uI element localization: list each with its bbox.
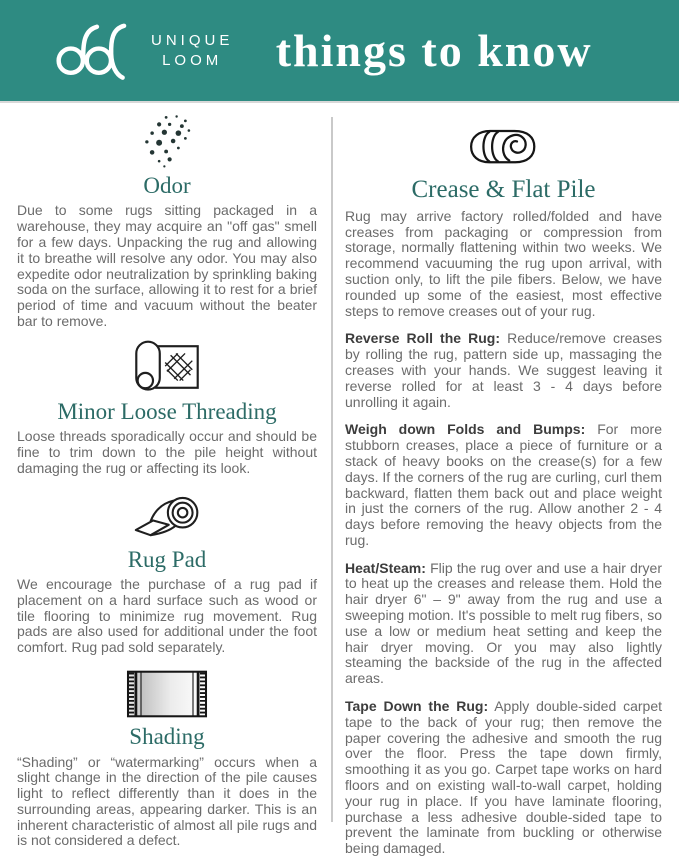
brand bbox=[52, 20, 233, 82]
rug-pad-heading: Rug Pad bbox=[127, 546, 207, 572]
section-minor-loose-threading bbox=[17, 339, 317, 477]
creased-roll-icon bbox=[464, 125, 544, 170]
tip-heat-steam-label: Heat/Steam: bbox=[345, 559, 426, 576]
crease-intro-text: Rug may arrive factory rolled/folded and have creases from packaging or compression from storage, normally flattening within two weeks. We recommend vacuuming the rug upon arrival, with suction only, to lift the pile fibers. Below, we have rounded up some of the easiest, most effective steps to remove creases out of your rug. bbox=[345, 207, 662, 319]
content bbox=[0, 103, 679, 857]
tip-tape-down-label: Tape Down the Rug: bbox=[345, 698, 489, 715]
left-column bbox=[17, 103, 317, 849]
threading-heading: Minor Loose Threading bbox=[57, 398, 277, 424]
threading-body-text: Loose threads sporadically occur and should be fine to trim down to the pile height without damaging the rug or affecting its look. bbox=[17, 428, 317, 476]
rolled-rug-icon bbox=[129, 339, 205, 395]
tip-weigh-down-text: For more stubborn creases, place a piece of furniture or a stack of heavy books on the crease(s) for a few days. If the corners of the rug are curling, curl them backward, flatten them back out and place weight in just the corners of the rug. Allow another 2 - 4 days before removing the heavy objects from the rug. bbox=[345, 421, 662, 548]
tip-reverse-roll-label: Reverse Roll the Rug: bbox=[345, 330, 501, 347]
brand-name-line2: LOOM bbox=[162, 51, 223, 69]
tip-tape-down-text: Apply double-sided carpet tape to the back of your rug; then remove the paper covering the adhesive and smooth the rug over the floor. Press the tape down firmly, smoothing it as you go. Carpet tape works on hard floors and on existing wall-to-wall carpet, holding your rug in place. If you have laminate flooring, purchase a less adhesive double-sided tape to prevent the laminate from buckling or otherwise being damaged. bbox=[345, 698, 662, 857]
tip-reverse-roll bbox=[345, 331, 662, 410]
section-odor bbox=[17, 113, 317, 330]
tip-heat-steam-text: Flip the rug over and use a hair dryer to heat up the creases and release them. Hold the hair dryer 6" – 9" away from the rug and use a sweeping motion. It's possible to melt rug fibers, so use a low or medium heat setting and keep the hair dryer moving. Or you may also lightly steaming the backside of the rug in the affected areas. bbox=[345, 559, 662, 687]
section-rug-pad bbox=[17, 491, 317, 656]
crease-heading: Crease & Flat Pile bbox=[411, 176, 596, 203]
header bbox=[0, 0, 679, 103]
tip-tape-down bbox=[345, 699, 662, 857]
tip-reverse-roll-text: Reduce/remove creases by rolling the rug, pattern side up, massaging the creases with your hands. We suggest leaving it reverse rolled for at least 3 - 4 days before unrolling it again. bbox=[345, 330, 663, 410]
odor-body-text: Due to some rugs sitting packaged in a warehouse, they may acquire an "off gas" smell for a few days. Unpacking the rug and allowing it to breathe will resolve any odor. You may also expedite odor neutralization by sprinkling baking soda on the surface, allowing it to rest for a brief period of time and vacuum without the beater bar to remove. bbox=[17, 202, 317, 330]
shaded-rug-icon bbox=[120, 668, 214, 720]
odor-heading: Odor bbox=[143, 173, 191, 198]
unique-loom-logo bbox=[52, 20, 138, 82]
shading-body-text: “Shading” or “watermarking” occurs when a slight change in the direction of the pile causes light to reflect differently than it does in the surrounding areas, appearing darker. This is an inherent characteristic of almost all pile rugs and is not considered a defect. bbox=[17, 753, 317, 849]
section-crease-flat-pile bbox=[345, 125, 662, 857]
tip-weigh-down-label: Weigh down Folds and Bumps: bbox=[345, 421, 586, 438]
rug-pad-body-text: We encourage the purchase of a rug pad if placement on a hard surface such as wood or tile flooring to minimize rug movement. Rug pads are also used for additional under the foot comfort. Rug pad sold separately. bbox=[17, 576, 317, 656]
right-column bbox=[345, 103, 662, 857]
brand-name-line1: UNIQUE bbox=[151, 32, 234, 49]
rug-pad-roll-icon bbox=[126, 491, 208, 543]
tip-weigh-down bbox=[345, 422, 662, 548]
shading-heading: Shading bbox=[129, 724, 205, 750]
page-title: things to know bbox=[275, 24, 593, 76]
tip-heat-steam bbox=[345, 561, 662, 687]
section-shading bbox=[17, 668, 317, 849]
odor-particles-icon bbox=[140, 113, 194, 169]
column-divider bbox=[331, 117, 333, 822]
brand-name bbox=[151, 31, 233, 70]
